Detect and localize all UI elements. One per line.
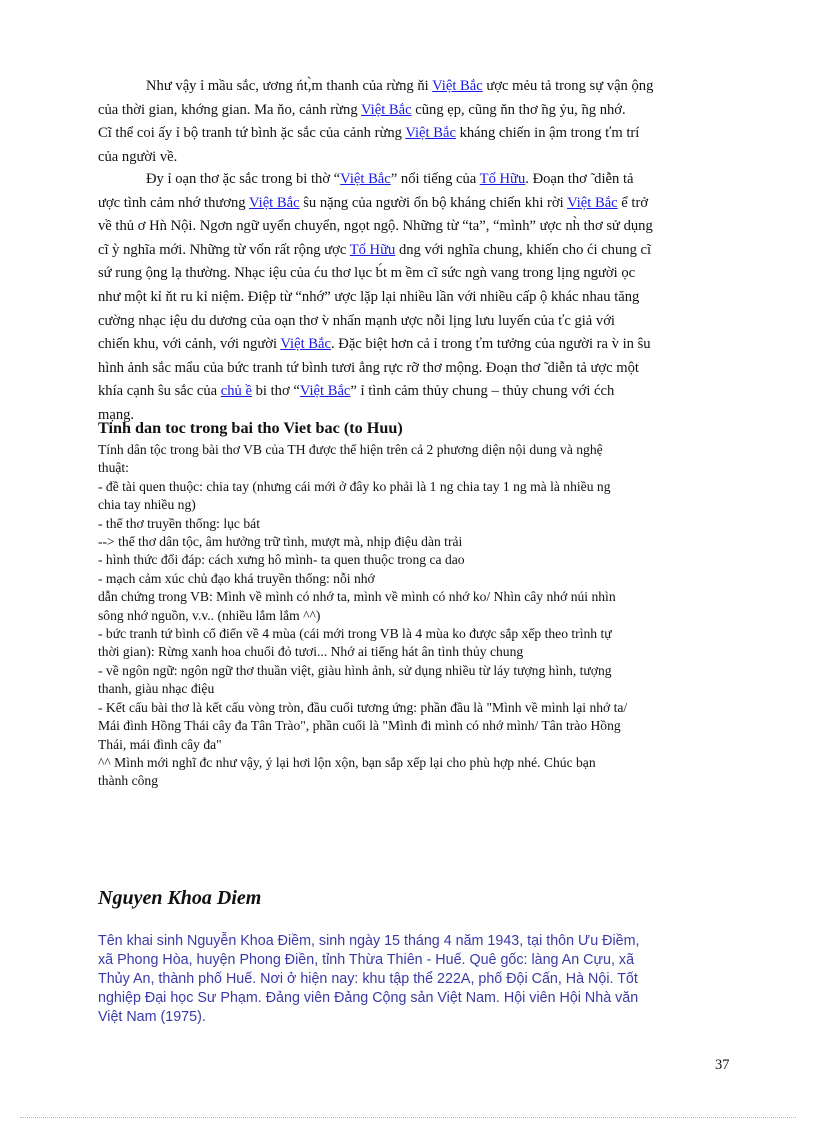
note-line: thời gian): Rừng xanh hoa chuối đỏ tươi... Nhớ ai tiếng hát ân tình thủy chung [98, 644, 524, 660]
author-biography [98, 932, 738, 1027]
link-to-huu[interactable]: Tố Hữu [349, 241, 396, 258]
link-viet-bac[interactable]: Việt Bắc [432, 78, 483, 94]
note-line: dẫn chứng trong VB: Mình về mình có nhớ ta, mình về mình có nhớ ko/ Nhìn cây nhớ núi nhìn [98, 589, 616, 605]
biography-line: Việt Nam (1975). [98, 1009, 206, 1025]
paragraph-line: về thủ ơ Hǹ Nội. Ngơn ngữ uyển chuyển, ngọt ngộ. Những từ “ta”, “mình” ược nh̀ thơ sử dụng [98, 218, 653, 235]
note-line: chia tay nhiều ng) [98, 497, 196, 513]
link-chu-de[interactable]: chủ ề [220, 383, 252, 400]
paragraph-line: mạng. [98, 406, 135, 423]
link-viet-bac[interactable]: Việt Bắc [299, 383, 351, 400]
paragraph-line: Cĩ thể coi ấy ỉ bộ tranh tứ bình ặc sắc của cảnh rừng Việt Bắc kháng chiến in ậm trong ťm trí [98, 125, 640, 142]
paragraph-line: sứ rung ộng lạ thường. Nhạc iệu của ću thơ lục b́t m ềm cĩ sức ngǹ vang trong lịng người ọc [98, 265, 636, 282]
page-number: 37 [715, 1057, 730, 1073]
paragraph-line: cĩ ỳ nghĩa mới. Những từ vốn rất rộng ược Tố Hữu dng với nghĩa chung, khiến cho ći chung cĩ [98, 241, 652, 258]
paragraph-line: ược tình cảm nhớ thương Việt Bắc ŝu nặng của người ổn bộ kháng chiến khi rời Việt Bắc ể trở [98, 194, 649, 211]
link-viet-bac[interactable]: Việt Bắc [248, 194, 300, 211]
paragraph-line: cường nhạc iệu du dương của oạn thơ v̀ nhấn mạnh ược nỗi lịng lưu luyến của ťc giả với [98, 312, 615, 329]
paragraph-line: khía cạnh ŝu sắc của chủ ề bi thơ “Việt Bắc” ỉ tình cảm thủy chung – thủy chung với ćch [98, 383, 615, 400]
paragraph-line: của người về. [98, 148, 178, 165]
paragraph-line: Như vậy ỉ mầu sắc, ương ńt,̀m thanh của rừng ňi Việt Bắc ược mẻu tả trong sự vận ộng [146, 78, 654, 94]
paragraph-line: như một kỉ ňt ru kỉ niệm. Điệp từ “nhớ” ược lặp lại nhiều lần với nhiều cấp ộ khác nhau tăng [98, 288, 640, 305]
link-viet-bac[interactable]: Việt Bắc [361, 101, 412, 118]
note-line: thuật: [98, 460, 129, 476]
paragraph-viet-bac-landscape [98, 75, 738, 169]
link-viet-bac[interactable]: Việt Bắc [405, 125, 456, 142]
note-line: thanh, giàu nhạc điệu [98, 681, 215, 697]
paragraph-viet-bac-analysis [98, 168, 738, 428]
page-bottom-divider [20, 1117, 796, 1118]
note-line: - đề tài quen thuộc: chia tay (nhưng cái mới ở đây ko phải là 1 ng chia tay 1 ng mà là nhiều ng [98, 478, 611, 494]
note-line: Thái, mái đình cây đa" [98, 736, 222, 752]
note-line: - mạch cảm xúc chủ đạo khá truyền thống: nỗi nhớ [98, 570, 375, 586]
biography-line: Tên khai sinh Nguyễn Khoa Điềm, sinh ngày 15 tháng 4 năm 1943, tại thôn Ưu Điềm, [98, 933, 640, 949]
section-heading-nguyen-khoa-diem: Nguyen Khoa Diem [98, 887, 262, 909]
tinh-dan-toc-notes [98, 441, 738, 791]
note-line: Tính dân tộc trong bài thơ VB của TH được thể hiện trên cả 2 phương diện nội dung và nghệ [98, 442, 603, 457]
paragraph-line: Đy ỉ oạn thơ ặc sắc trong bi thờ “Việt Bắc” nổi tiếng của Tố Hữu. Đoạn thơ ̃ diễn tả [146, 171, 634, 187]
section-heading-tinh-dan-toc: Tinh dan toc trong bai tho Viet bac (to Huu) [98, 419, 403, 437]
note-line: --> thể thơ dân tộc, âm hưởng trữ tình, mượt mà, nhịp điệu dàn trải [98, 534, 463, 550]
note-line: thành công [98, 773, 159, 789]
paragraph-line: hình ảnh sắc mẩu của bức tranh tứ bình tươi ẳng rực rỡ thơ mộng. Đoạn thơ ̃ diễn tả ược một [98, 359, 639, 376]
paragraph-line: chiến khu, với cảnh, với người Việt Bắc. Đặc biệt hơn cả ỉ trong ťm tưởng của người ra v̀ in ŝu [98, 336, 651, 353]
note-line: - hình thức đối đáp: cách xưng hô mình- ta quen thuộc trong ca dao [98, 552, 465, 568]
link-viet-bac[interactable]: Việt Bắc [280, 336, 331, 353]
biography-line: nghiệp Đại học Sư Phạm. Đảng viên Đảng Cộng sản Việt Nam. Hội viên Hội Nhà văn [98, 990, 639, 1006]
note-line: - Kết cấu bài thơ là kết cấu vòng tròn, đầu cuối tương ứng: phần đầu là "Mình về mình lại nhớ ta/ [98, 699, 628, 715]
link-viet-bac[interactable]: Việt Bắc [567, 194, 618, 211]
note-line: Mái đình Hồng Thái cây đa Tân Trào", phần cuối là "Mình đi mình có nhớ mình/ Tân trào Hồng [98, 718, 621, 734]
note-line: ^^ Mình mới nghĩ đc như vậy, ý lại hơi lộn xộn, bạn sắp xếp lại cho phù hợp nhé. Chúc bạn [98, 754, 596, 770]
link-to-huu[interactable]: Tố Hữu [479, 171, 526, 187]
note-line: - thể thơ truyền thống: lục bát [98, 515, 260, 531]
note-line: - bức tranh tứ bình cổ điển về 4 mùa (cái mới trong VB là 4 mùa ko được sắp xếp theo trình tự [98, 626, 612, 642]
link-viet-bac[interactable]: Việt Bắc [340, 171, 391, 187]
paragraph-line: của thời gian, khớng gian. Ma ňo, cảnh rừng Việt Bắc cũng ẹp, cũng ňn thơ ̃ng ỷu, ̃ng nhớ. [98, 101, 626, 118]
note-line: - về ngôn ngữ: ngôn ngữ thơ thuần việt, giàu hình ảnh, sử dụng nhiều từ láy tượng hình, tượng [98, 662, 612, 678]
biography-line: Thủy An, thành phố Huế. Nơi ở hiện nay: khu tập thể 222A, phố Đội Cấn, Hà Nội. Tốt [98, 971, 638, 987]
biography-line: xã Phong Hòa, huyện Phong Điền, tỉnh Thừa Thiên - Huế. Quê gốc: làng An Cựu, xã [98, 952, 635, 968]
note-line: sông nhớ nguồn, v.v.. (nhiều lắm lắm ^^) [98, 607, 321, 623]
